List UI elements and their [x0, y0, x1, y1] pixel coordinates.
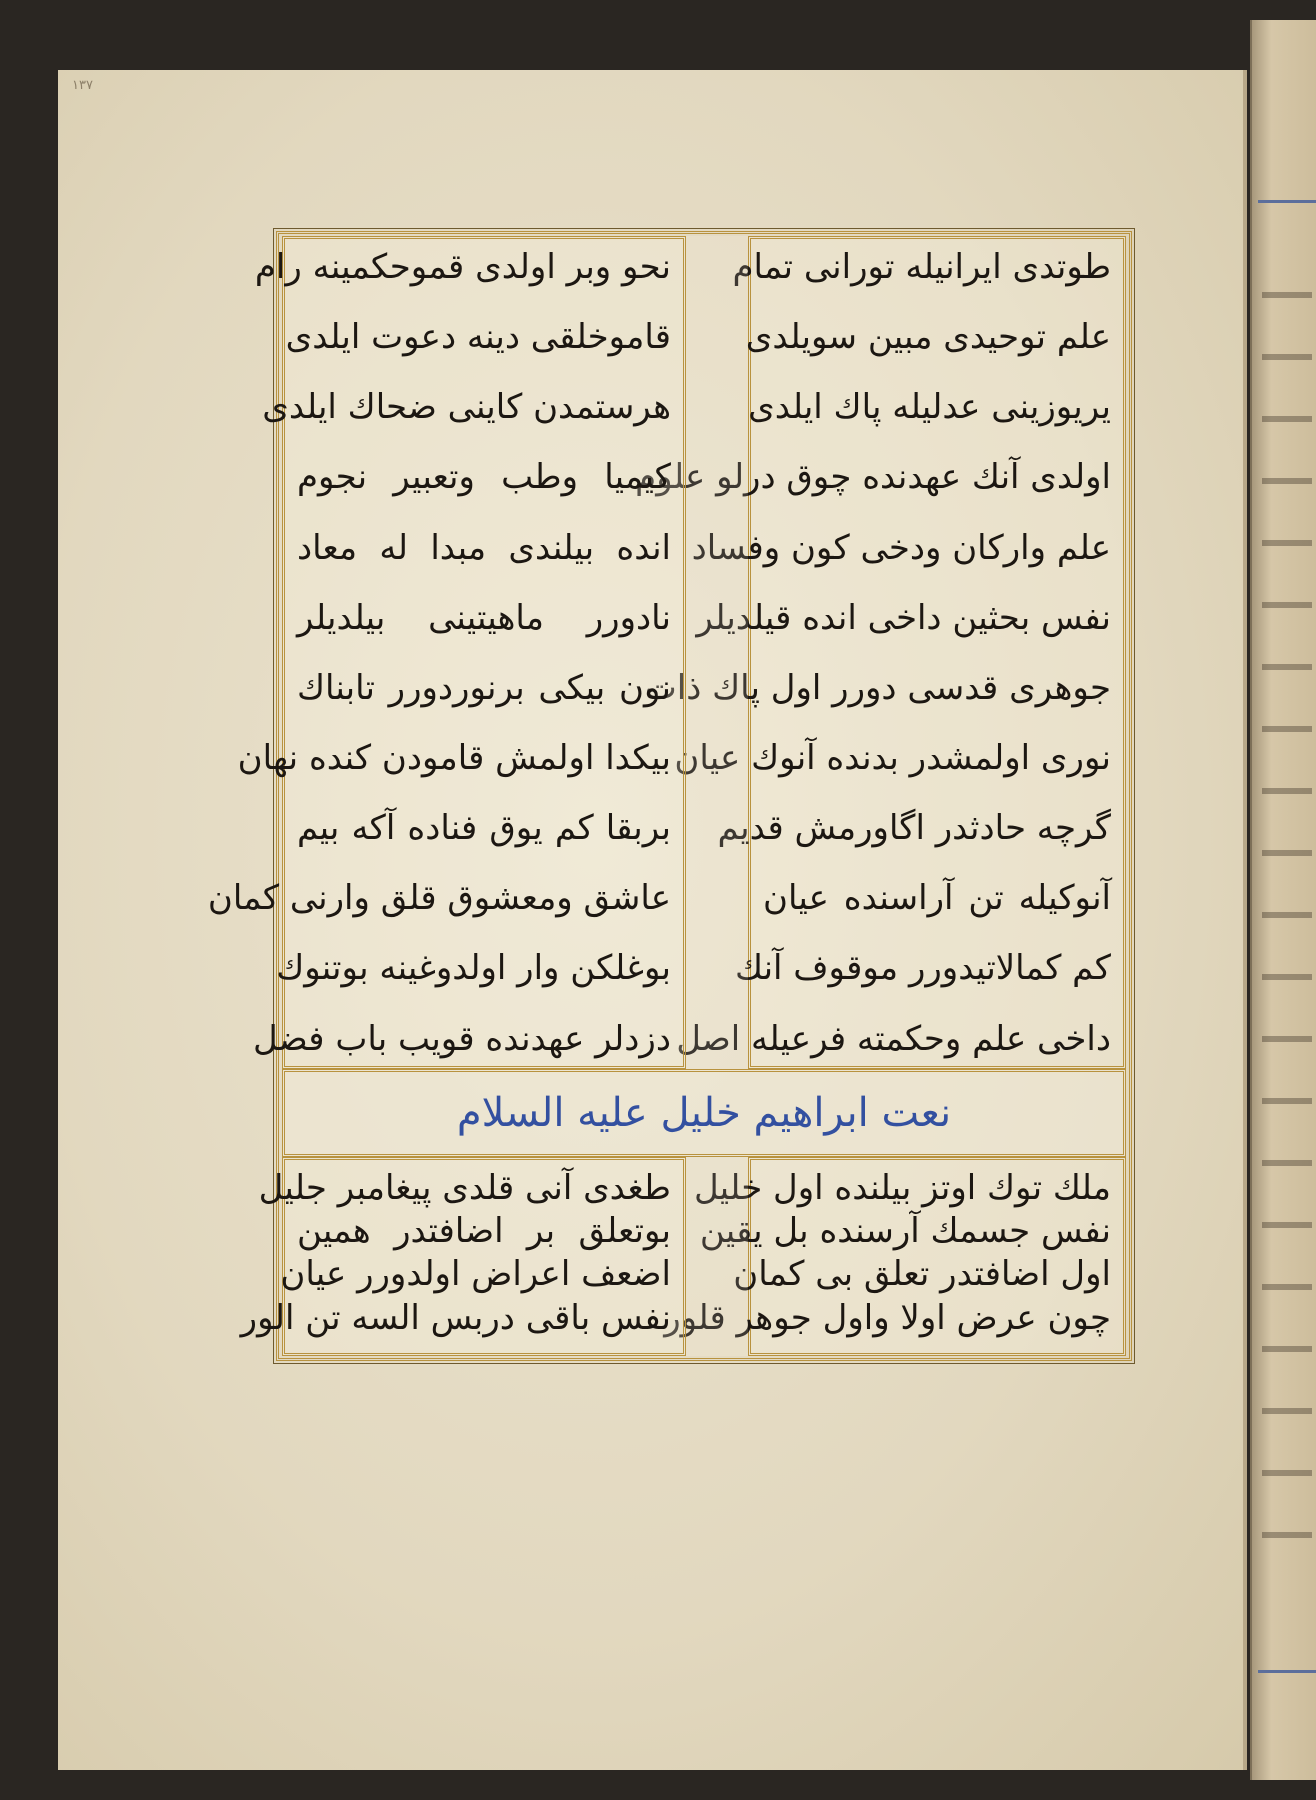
verse-line: نوری اولمشدر بدنده آنوك عیان — [674, 737, 1111, 778]
bottom-left-column — [240, 1157, 686, 1356]
verse-line: طغدی آنی قلدی پیغامبر جلیل — [258, 1168, 671, 1208]
verse-line: بوتعلق بر اضافتدر همین — [297, 1211, 671, 1252]
column-gutter — [686, 1157, 748, 1356]
verse-line: ملك توك اوتز بیلنده اول خلیل — [693, 1168, 1111, 1208]
verse-line: نادورر ماهیتینی بیلدیلر — [297, 597, 671, 638]
verse-line: اولدی آنك عهدنده چوق درلو علوم — [635, 457, 1111, 498]
verse-line: اضعف اعراض اولدورر عیان — [280, 1254, 671, 1295]
verse-line: نفس بحثین داخی انده قیلدیلر — [696, 597, 1111, 638]
facing-page-blue-rule — [1258, 1670, 1316, 1673]
verse-line: یریوزینی عدلیله پاك ایلدی — [748, 387, 1111, 428]
verse-line: عاشق ومعشوق قلق وارنی کمان — [207, 878, 671, 919]
top-right-column — [635, 236, 1126, 1069]
verse-line: نون بیکی برنوردورر تابناك — [297, 667, 671, 708]
verse-line: گرچه حادثدر اگاورمش قدیم — [717, 808, 1111, 849]
verse-line: علم توحیدی مبین سویلدی — [745, 317, 1111, 358]
verse-line: هرستمدن کاینی ضحاك ایلدی — [262, 387, 671, 428]
verse-line: چون عرض اولا واول جوهر قلور — [664, 1297, 1111, 1338]
verse-line: نحو وبر اولدی قموحکمینه رام — [254, 247, 671, 287]
verse-line: طوتدی ایرانیله تورانی تمام — [732, 247, 1111, 287]
verse-line: آنوکیله تن آراسنده عیان — [763, 878, 1111, 919]
verse-line: اول اضافتدر تعلق بی کمان — [733, 1254, 1111, 1295]
verse-line: انده بیلندی مبدا له معاد — [297, 527, 671, 568]
verse-line: بیکدا اولمش قامودن کنده نهان — [237, 737, 671, 778]
verse-line: قاموخلقی دینه دعوت ایلدی — [285, 317, 671, 358]
facing-page-text — [1262, 250, 1312, 1580]
verse-line: کیمیا وطب وتعبیر نجوم — [297, 457, 671, 498]
verse-line: نفس باقی دربس السه تن الور — [240, 1297, 671, 1338]
verse-line: بوغلکن وار اولدوغینه بوتنوك — [276, 948, 671, 989]
top-left-column — [207, 236, 686, 1069]
verse-line: کم کمالاتیدورر موقوف آنك — [734, 948, 1111, 989]
section-heading-band — [282, 1069, 1126, 1157]
verse-line: داخی علم وحکمته فرعیله اصل — [676, 1018, 1111, 1059]
verse-line: بربقا کم یوق فناده آکه بیم — [297, 808, 671, 849]
verse-line: جوهری قدسی دورر اول پاك ذات — [644, 667, 1111, 708]
column-gutter — [686, 236, 748, 1069]
facing-page-blue-rule — [1258, 200, 1316, 203]
verse-line: علم وارکان ودخی کون وفساد — [691, 527, 1111, 568]
verse-line: نفس جسمك آرسنده بل یقین — [699, 1211, 1111, 1252]
bottom-right-column — [664, 1157, 1126, 1356]
facing-page-edge — [1250, 20, 1316, 1780]
verse-line: دزدلر عهدنده قویب باب فضل — [253, 1018, 671, 1059]
section-heading: نعت ابراهیم خلیل علیه السلام — [456, 1090, 952, 1136]
folio-number: ١٣٧ — [72, 78, 93, 93]
